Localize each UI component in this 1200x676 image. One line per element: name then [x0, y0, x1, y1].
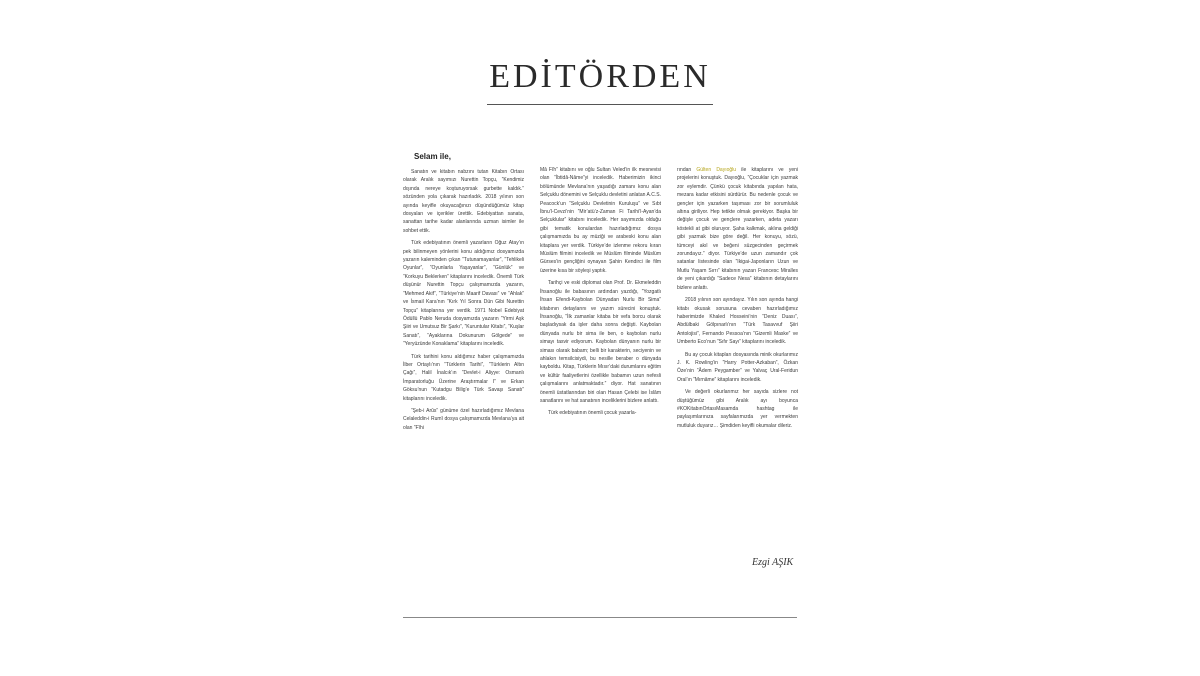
text-column-1: [403, 168, 524, 436]
paragraph-text: rından: [677, 167, 697, 173]
paragraph: “Şeb-i Arûs” günüme özel hazırladığımız Mevlana Celaleddin-i Rumî dosya çalışmamızda Mevlana’ya ait olan “Fîhi: [403, 407, 524, 431]
paragraph-text: ile kitaplarını ve yeni projelerini konuştuk. Dayıoğlu, “Çocuklar için yazmak zor eylemdir. Çünkü çocuk kitabında yapılan hata, mezara kadar etkisini sürdürür. Bu nedenle çocuk ve gençler için yazarken taşıması zor bir sorumluluk altına giriliyor. Hep tetikte olmak gerekiyor. Başka bir değişle çocuk ve gençlere yazarken, adeta yazarı köstekli at gibi oluruyor. Şaha kalkmak, aklına geldiği gibi yazmak bize göre değil. Her konuyu, sözü, tümceyi akıl ve beğeni süzgecinden geçirmek zorundayız.” diyor. Türkiye’de uzun zamandır çok satanlar listesinde olan “Ikigai-Japonların Uzun ve Mutlu Yaşam Sırrı” kitabının yazarı Francesc Miralles de yeni çıkardığı “Sadece Nesa” kitabının detaylarını bizlere anlattı.: [677, 167, 798, 291]
page-title: EDİTÖRDEN: [489, 58, 711, 95]
paragraph: Mâ Fîh” kitabını ve oğlu Sultan Veled’in ilk mesnevisi olan “İbtidâ-Nâme”yi inceledik. Haberimizin ikinci bölümünde Mevlana’nın yaşadığı zamanı konu alan Selçuklu dönemini ve Selçuklu devletini anlatan A.C.S. Peacock’un “Selçuklu Devletinin Kuruluşu” ve Sıbt İbnu’l-Cevzi’nin “Mir’atü’z-Zaman Fi Tarihi’l-Ayan’da Selçuklular” kitabını inceledik. Her sayımızda olduğu gibi tematik konulardan hazırladığımız dosya çalışmamızda bu ay müziği ve arabeski konu alan kitaplara yer verdik. Türkiye’de izlenme rekoru kıran Müslüm filmini inceledik ve Müslüm filminde Müslüm Gürses’in gençliğini oynayan Şahin Kendirci ile film üzerine kısa bir söyleşi yaptık.: [540, 167, 661, 274]
paragraph: Sanatın ve kitabın nabzını tutan Kitabın Ortası olarak Aralık sayımızı Nurettin Topçu, “Kendimiz dışında nereye koşturuyorsak gurbette kaldık.” sözünden yola çıkarak hazırladık. 2018 yılının son ayında keyifle okuyacağınızı düşündüğümüz kitap dosyaları ve içerikler ürettik. Edebiyattan sanata, sanattan tarihe kadar alanlarında uzman isimler ile sohbet ettik.: [403, 169, 524, 234]
highlighted-name: Gülten Dayıoğlu: [696, 167, 737, 173]
paragraph: Bu ay çocuk kitapları dosyasında minik okurlarımız J. K. Rowling’in “Harry Potter-Azkaban”, Özkan Öze’nin “Âdem Peygamber” ve Yalvaç Ural-Feridun Oral’ın “Mırnâme” kitaplarını inceledik.: [677, 351, 798, 383]
title-divider: [487, 104, 713, 105]
bottom-divider: [403, 617, 797, 618]
paragraph: [677, 166, 798, 292]
paragraph: Türk edebiyatının önemli yazarların Oğuz Atay’ın pek bilinmeyen yönlerini konu aldığımız dosyamızda yazarın kaleminden çıkan “Tutunamayanlar”, “Tehlikeli Oyunlar”, “Oyunlarla Yaşayanlar”, “Günlük” ve “Korkuyu Beklerken” kitaplarını inceledik. Önemli Türk düşünür Nurettin Topçu çalışmamızda yazarın, “Mehmed Akif”, “Türkiye’nin Maarif Davası” ve “Ahlak” ve İsmail Kara’nın “Kırk Yıl Sonra Dün Gibi Nurettin Topçu” kitaplarına yer verdik. 1971 Nobel Edebiyat Ödüllü Pablo Neruda dosyamızda yazarın “Yirmi Aşk Şiiri ve Umutsuz Bir Şarkı”, “Kuruntular Kitabı”, “Kuşlar Sanatı”, “Ayaklarına Dokunurum Gölgede” ve “Yeryüzünde Konaklama” kitaplarını inceledik.: [403, 240, 524, 348]
greeting: Selam ile,: [414, 152, 451, 161]
text-column-2: [540, 166, 661, 422]
paragraph: Türk edebiyatının önemli çocuk yazarla-: [548, 410, 637, 417]
paragraph: Türk tarihini konu aldığımız haber çalışmamızda İlber Ortaylı’nın “Türklerin Tarihi”, “Türklerin Altın Çağı”, Halil İnalcık’ın “Devlet-i Aliyye: Osmanlı İmparatorluğu Üzerine Araştırmalar I” ve Erkan Göksu’nun “Kutadgu Bilig’e Türk Savaşı Sanatı” kitaplarını inceledik.: [403, 353, 524, 402]
signature: Ezgi AŞIK: [752, 557, 794, 568]
paragraph: Ve değerli okurlarımız her sayıda sizlere not düştüğümüz gibi Aralık ayı boyunca #KOKitabınOrtasıMasamda hashtag ile paylaşımlarınıza sayfalarımızda yer vermekten mutluluk duyarız… Şimdiden keyifli okumalar dileriz.: [677, 389, 798, 429]
text-column-3: [677, 166, 798, 434]
paragraph: 2018 yılının son ayındayız. Yılın son ayında hangi kitabı okusak sorusuna cevaben hazırladığımız haberimizde Khaled Hosseini’nin “Deniz Duası”, Abdülbaki Gölpınarlı’nın “Türk Tasavvuf Şiiri Antolojisi”, Fernando Pessoa’nın “Gizemli Maske” ve Umberto Eco’nun “Sıfır Sayı” kitaplarını inceledik.: [677, 297, 798, 346]
paragraph: Tarihçi ve eski diplomat olan Prof. Dr. Ekmeleddin İhsanoğlu ile babasının ardından yazdığı, “Yozgatlı İhsan Efendi-Kaybolan Dünyadan Nurlu Bir Sima” kitabının detaylarını ve yazım sürecini konuştuk. İhsanoğlu, “İlk zamanlar kitaba bir vefa borcu olarak başladıysak da işler daha sonra değişti. Kaybolan dünyada nurlu bir sima ile ben, o kaybolan nurlu simayı tasvir ediyorum. Kaybolan dünyanın nurlu bir siması olarak babam; belli bir karakterin, seciyenin ve ahlakın temsilcisiydi, bu nesille beraber o dünyada kayboldu. Kitap, Türklerin Mısır’daki durumlarını eğitim ve kültür faaliyetlerini özellikle babamın uzun nefesli çalışmalarını anlatmaktadır.” diyor. Hat sanatının önemli üstatlarından biri olan Hasan Çelebi ise İslâm sanatlarını ve hat sanatının inceliklerini bizlere anlattı.: [540, 280, 661, 404]
